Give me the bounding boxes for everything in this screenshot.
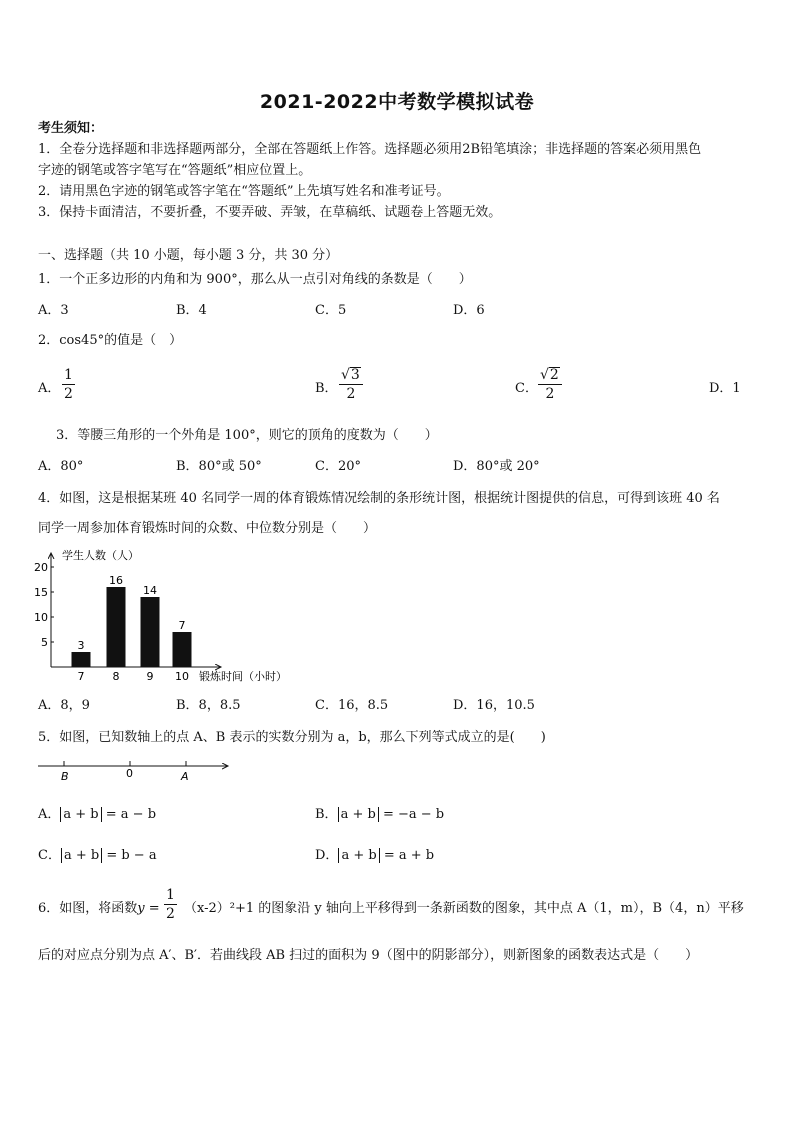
bar — [173, 632, 192, 667]
q4-bar-chart — [36, 545, 306, 690]
q2-option-a-denominator: 2 — [64, 386, 73, 402]
y-axis-title: 学生人数（人） — [62, 549, 139, 562]
x-tick-label: 7 — [77, 670, 85, 683]
x-tick-label: 10 — [175, 670, 189, 683]
bar-data-label: 3 — [77, 639, 85, 652]
sqrt-symbol: √3 — [341, 367, 360, 383]
q2-option-b-denominator: 2 — [346, 386, 356, 402]
q1-option-c: C．5 — [315, 303, 347, 318]
q1-stem: 1．一个正多边形的内角和为 900°，那么从一点引对角线的条数是（ ） — [38, 272, 472, 287]
q3-stem: 3．等腰三角形的一个外角是 100°，则它的顶角的度数为（ ） — [56, 428, 438, 443]
q6-prefix: 6．如图，将函数 — [38, 901, 138, 916]
q2-option-c-label: C． — [515, 381, 538, 396]
q2-option-c-denominator: 2 — [545, 386, 555, 402]
bar-data-label: 14 — [143, 584, 157, 597]
q5-option-c-label: C． — [38, 848, 61, 863]
section-heading: 一、选择题（共 10 小题，每小题 3 分，共 30 分） — [38, 248, 339, 263]
q3-option-c: C．20° — [315, 459, 361, 474]
bar — [107, 587, 126, 667]
notice-item-1: 1．全卷分选择题和非选择题两部分，全部在答题纸上作答。选择题必须用2B铅笔填涂；非选择题的答案必须用黑色 — [38, 142, 702, 157]
q2-option-b-fraction — [339, 367, 363, 403]
q5-number-line — [36, 756, 236, 784]
x-tick-label: 9 — [146, 670, 154, 683]
q1-option-b: B．4 — [176, 303, 207, 318]
y-tick-label: 15 — [34, 586, 48, 599]
q5-option-a-label: A． — [38, 807, 61, 822]
q1-option-a: A．3 — [38, 303, 69, 318]
x-tick-label: 8 — [112, 670, 120, 683]
q6-fraction — [164, 887, 177, 923]
notice-heading: 考生须知： — [38, 121, 104, 136]
q5-option-b — [315, 807, 444, 823]
page-title: 2021-2022中考数学模拟试卷 — [259, 91, 535, 113]
q2-option-a-fraction — [62, 367, 75, 403]
y-tick-label: 10 — [34, 611, 48, 624]
q2-option-b-label: B． — [315, 381, 338, 396]
q4-option-a: A．8，9 — [38, 698, 90, 713]
bar — [141, 597, 160, 667]
q6-stem-post: （x-2）²+1 的图象沿 y 轴向上平移得到一条新函数的图象，其中点 A（1，m），B（4，n）平移 — [184, 901, 744, 916]
q5-option-d-label: D． — [315, 848, 339, 863]
x-axis-title: 锻炼时间（小时） — [199, 670, 287, 683]
q5-option-d-rhs: = a + b — [383, 848, 435, 863]
q4-option-b: B．8，8.5 — [176, 698, 241, 713]
q4-option-d: D．16，10.5 — [453, 698, 535, 713]
q3-option-d: D．80°或 20° — [453, 459, 540, 474]
q3-option-a: A．80° — [38, 459, 84, 474]
q2-option-c-numerator — [538, 367, 562, 385]
q2-option-a-label: A． — [38, 381, 61, 396]
point-b-label: B — [61, 770, 69, 783]
q5-option-a-rhs: = a − b — [105, 807, 157, 822]
q6-fraction-denominator: 2 — [166, 906, 175, 922]
q5-stem: 5．如图，已知数轴上的点 A、B 表示的实数分别为 a，b，那么下列等式成立的是( ) — [38, 730, 546, 745]
q2-option-a-numerator: 1 — [64, 367, 73, 383]
q5-option-b-abs: a + b — [338, 807, 379, 822]
notice-item-3: 3．保持卡面清洁，不要折叠，不要弄破、弄皱，在草稿纸、试题卷上答题无效。 — [38, 205, 502, 220]
q3-option-b: B．80°或 50° — [176, 459, 262, 474]
q2-stem: 2．cos45°的值是（ ） — [38, 333, 183, 348]
q5-option-d-abs: a + b — [338, 848, 379, 863]
point-a-label: A — [181, 770, 189, 783]
q5-option-a-abs: a + b — [60, 807, 101, 822]
bar-data-label: 16 — [109, 574, 123, 587]
q5-option-b-label: B． — [315, 807, 338, 822]
y-tick-label: 20 — [34, 561, 48, 574]
q6-fraction-numerator: 1 — [166, 887, 175, 903]
q5-option-a — [38, 807, 156, 823]
q4-option-c: C．16，8.5 — [315, 698, 389, 713]
notice-item-1-cont: 字迹的钢笔或答字笔写在“答题纸”相应位置上。 — [38, 163, 312, 178]
q2-option-c-fraction — [538, 367, 562, 403]
q5-option-b-rhs: = −a − b — [382, 807, 445, 822]
q2-option-b-radicand: 3 — [350, 367, 360, 383]
y-tick-label: 5 — [41, 636, 48, 649]
sqrt-symbol: √2 — [540, 367, 559, 383]
q4-stem-line1: 4．如图，这是根据某班 40 名同学一周的体育锻炼情况绘制的条形统计图，根据统计图提供的信息，可得到该班 40 名 — [38, 491, 720, 506]
notice-item-2: 2．请用黑色字迹的钢笔或答字笔在“答题纸”上先填写姓名和准考证号。 — [38, 184, 450, 199]
origin-label: 0 — [126, 767, 133, 780]
q5-option-c-rhs: = b − a — [106, 848, 157, 863]
q5-option-c-abs: a + b — [61, 848, 102, 863]
q4-stem-line2: 同学一周参加体育锻炼时间的众数、中位数分别是（ ） — [38, 521, 377, 536]
bar — [72, 652, 91, 667]
q6-stem-pre — [38, 901, 160, 917]
q1-option-d: D．6 — [453, 303, 485, 318]
q2-option-c-radicand: 2 — [549, 367, 559, 383]
q6-stem-line2: 后的对应点分别为点 A′、B′．若曲线段 AB 扫过的面积为 9（图中的阴影部分），则新图象的函数表达式是（ ） — [38, 948, 699, 963]
q5-option-d — [315, 848, 434, 864]
bar-data-label: 7 — [178, 619, 186, 632]
q2-option-b-numerator — [339, 367, 363, 385]
q2-option-d: D．1 — [709, 381, 741, 396]
q5-option-c — [38, 848, 157, 864]
q6-y-eq: y = — [137, 901, 160, 916]
